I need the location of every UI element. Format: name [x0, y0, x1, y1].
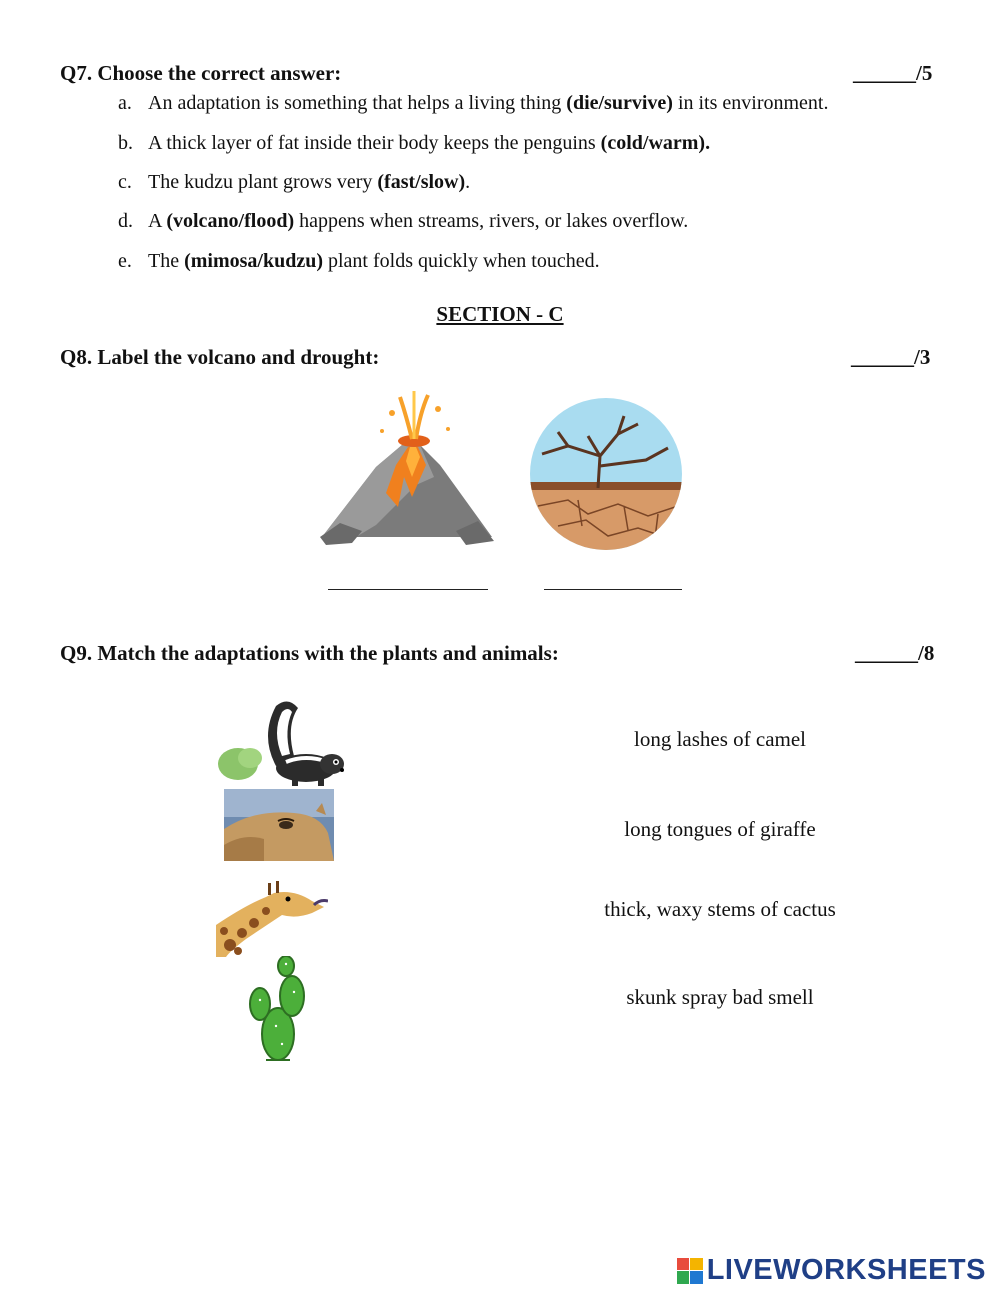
answer-choice[interactable]: (mimosa/kudzu) [184, 250, 323, 272]
q9-title: Q9. Match the adaptations with the plants and animals: [60, 641, 559, 665]
q7-item-b: b. A thick layer of fat inside their body keeps the penguins (cold/warm). [118, 132, 711, 154]
camel-image[interactable] [224, 789, 334, 861]
answer-choice[interactable]: (volcano/flood) [166, 210, 295, 232]
match-option[interactable]: thick, waxy stems of cactus [604, 897, 836, 921]
match-option[interactable]: long tongues of giraffe [624, 817, 816, 841]
answer-choice[interactable]: (die/survive) [566, 92, 673, 114]
logo-mark-icon [677, 1258, 703, 1284]
q7-item-d: d. A (volcano/flood) happens when streams, rivers, or lakes overflow. [118, 210, 689, 232]
drought-image [528, 396, 684, 552]
cactus-image[interactable] [246, 956, 312, 1064]
q9-score: ______/8 [855, 641, 935, 665]
liveworksheets-logo: LIVEWORKSHEETS [677, 1254, 986, 1287]
q8-score: ______/3 [851, 345, 931, 369]
giraffe-image[interactable] [216, 879, 328, 957]
answer-choice[interactable]: (fast/slow) [377, 171, 466, 193]
q7-item-e: e. The (mimosa/kudzu) plant folds quickly when touched. [118, 250, 600, 272]
drought-label-blank[interactable] [544, 589, 682, 590]
volcano-label-blank[interactable] [328, 589, 488, 590]
q8-title: Q8. Label the volcano and drought: [60, 345, 380, 369]
volcano-image [316, 385, 496, 550]
q7-score: ______/5 [853, 61, 933, 85]
q7-title: Q7. Choose the correct answer: [60, 61, 342, 85]
skunk-image[interactable] [216, 696, 346, 788]
answer-choice[interactable]: (cold/warm). [600, 132, 711, 154]
match-option[interactable]: long lashes of camel [633, 727, 807, 751]
match-option[interactable]: skunk spray bad smell [626, 985, 814, 1009]
q7-item-c: c. The kudzu plant grows very (fast/slow). [118, 171, 471, 193]
section-heading: SECTION - C [436, 302, 564, 326]
q7-item-a: a. An adaptation is something that helps a living thing (die/survive) in its environment. [118, 92, 829, 114]
